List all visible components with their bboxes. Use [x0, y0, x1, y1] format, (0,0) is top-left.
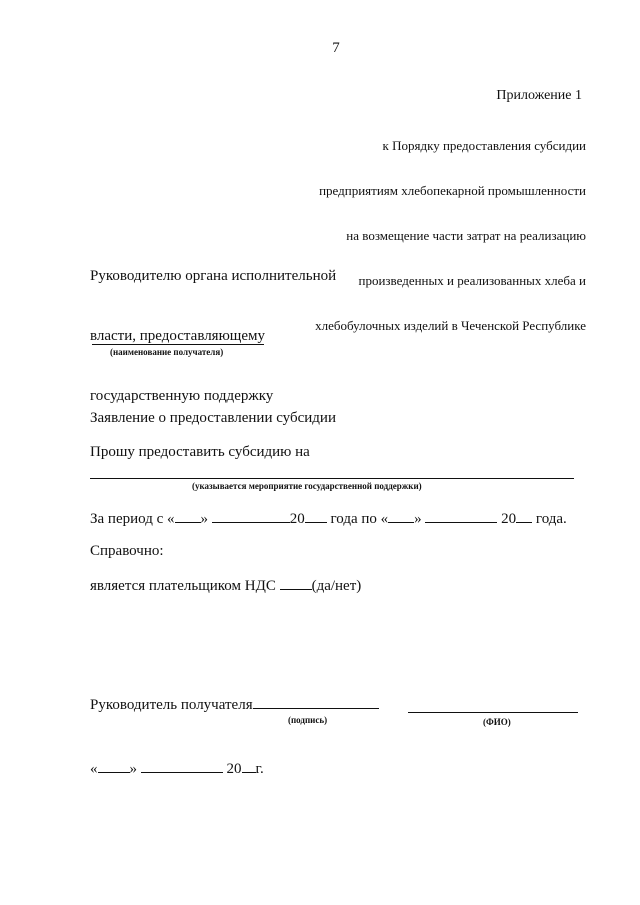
addressee-line: власти, предоставляющему: [90, 328, 265, 344]
date-year-field[interactable]: [242, 760, 256, 773]
appendix-line: произведенных и реализованных хлеба и: [358, 273, 586, 288]
period-quote: »: [414, 511, 422, 527]
period-from-label: За период с «: [90, 511, 175, 527]
recipient-caption: (наименование получателя): [110, 347, 224, 357]
addressee-block: [90, 226, 336, 426]
period-year-prefix: 20: [289, 511, 305, 527]
period-to-day-field[interactable]: [388, 510, 414, 523]
period-from-year-field[interactable]: [305, 510, 327, 523]
date-open-quote: «: [90, 761, 98, 777]
signature-caption: (подпись): [288, 715, 328, 725]
measure-line[interactable]: [90, 478, 574, 479]
reference-label: Справочно:: [90, 543, 164, 559]
request-text: Прошу предоставить субсидию на: [90, 444, 310, 460]
period-from-month-field[interactable]: [212, 510, 290, 523]
appendix-line: хлебобулочных изделий в Чеченской Республике: [315, 318, 586, 333]
vat-label: является плательщиком НДС: [90, 578, 276, 594]
period-quote: »: [200, 511, 208, 527]
date-day-field[interactable]: [98, 760, 130, 773]
appendix-title: Приложение 1: [496, 88, 582, 103]
appendix-line: на возмещение части затрат на реализацию: [346, 228, 586, 243]
period-year-prefix: 20: [501, 511, 517, 527]
statement-title: Заявление о предоставлении субсидии: [90, 410, 336, 426]
vat-options: (да/нет): [311, 578, 362, 594]
full-name-caption: (ФИО): [483, 717, 511, 727]
period-end-label: года.: [535, 511, 567, 527]
appendix-line: к Порядку предоставления субсидии: [382, 138, 586, 153]
measure-caption: (указывается мероприятие государственной поддержки): [192, 481, 422, 491]
signature-line: [90, 696, 379, 714]
date-line: [90, 760, 264, 778]
recipient-name-line[interactable]: [92, 344, 264, 345]
addressee-line: государственную поддержку: [90, 388, 274, 404]
appendix-line: предприятиям хлебопекарной промышленности: [319, 183, 586, 198]
period-to-label: года по «: [330, 511, 389, 527]
period-to-year-field[interactable]: [516, 510, 532, 523]
signature-field[interactable]: [253, 696, 379, 709]
date-close-quote: »: [129, 761, 137, 777]
period-from-day-field[interactable]: [175, 510, 201, 523]
period-to-month-field[interactable]: [425, 510, 497, 523]
addressee-line: Руководителю органа исполнительной: [90, 268, 337, 284]
page-number: 7: [332, 40, 340, 56]
signature-label: Руководитель получателя: [90, 697, 253, 713]
vat-answer-field[interactable]: [280, 577, 312, 590]
date-month-field[interactable]: [141, 760, 223, 773]
date-year-prefix: 20: [226, 761, 242, 777]
full-name-field[interactable]: [408, 712, 578, 713]
period-line: [90, 510, 567, 528]
vat-line: [90, 577, 361, 595]
date-year-suffix: г.: [255, 761, 264, 777]
appendix-text: [315, 108, 586, 348]
